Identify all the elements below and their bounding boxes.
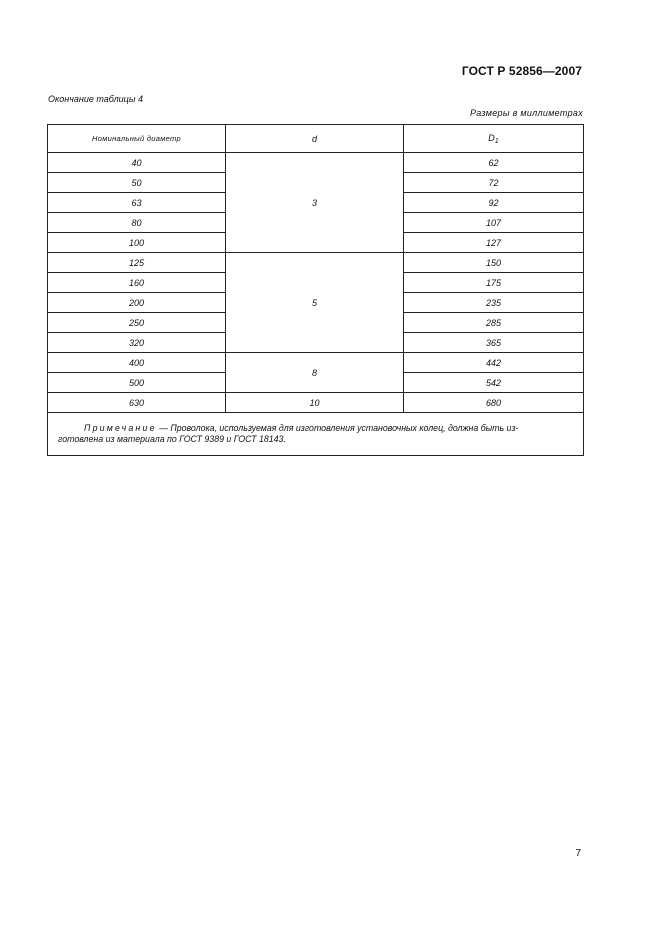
units-label: Размеры в миллиметрах	[469, 108, 583, 118]
nominal-cell: 630	[48, 393, 226, 413]
dimensions-table	[47, 124, 584, 456]
d1-cell: 127	[404, 233, 584, 253]
d1-cell: 92	[404, 193, 584, 213]
d-cell: 8	[226, 353, 404, 393]
table-row	[48, 393, 584, 413]
table-row	[48, 253, 584, 273]
d1-cell: 680	[404, 393, 584, 413]
d-cell: 10	[226, 393, 404, 413]
note-text-line2: готовлена из материала по ГОСТ 9389 и ГОСТ 18143.	[58, 434, 286, 444]
nominal-cell: 40	[48, 153, 226, 173]
d1-cell: 62	[404, 153, 584, 173]
col-header-nominal-diameter: Номинальный диаметр	[48, 125, 226, 153]
d1-cell: 365	[404, 333, 584, 353]
d1-cell: 542	[404, 373, 584, 393]
d1-cell: 72	[404, 173, 584, 193]
nominal-cell: 320	[48, 333, 226, 353]
d1-cell: 175	[404, 273, 584, 293]
standard-id: ГОСТ Р 52856—2007	[461, 64, 582, 78]
d1-cell: 235	[404, 293, 584, 313]
nominal-cell: 125	[48, 253, 226, 273]
nominal-cell: 250	[48, 313, 226, 333]
nominal-cell: 160	[48, 273, 226, 293]
table-row	[48, 153, 584, 173]
d-cell: 5	[226, 253, 404, 353]
table-note-row	[48, 413, 584, 456]
nominal-cell: 400	[48, 353, 226, 373]
nominal-cell: 80	[48, 213, 226, 233]
nominal-cell: 50	[48, 173, 226, 193]
page-number: 7	[575, 848, 581, 859]
nominal-cell: 200	[48, 293, 226, 313]
d1-cell: 442	[404, 353, 584, 373]
note-label: Примечание	[84, 423, 157, 433]
col-header-d1	[404, 125, 584, 153]
col-header-d1-subscript: 1	[494, 137, 499, 145]
d1-cell: 285	[404, 313, 584, 333]
nominal-cell: 500	[48, 373, 226, 393]
note-text-line1: — Проволока, используемая для изготовления установочных колец, должна быть из-	[156, 423, 519, 433]
nominal-cell: 63	[48, 193, 226, 213]
table-continuation-label: Окончание таблицы 4	[48, 94, 143, 104]
table-header-row	[48, 125, 584, 153]
d1-cell: 150	[404, 253, 584, 273]
col-header-d1-base: D	[488, 132, 495, 143]
d-cell: 3	[226, 153, 404, 253]
col-header-d: d	[226, 125, 404, 153]
d1-cell: 107	[404, 213, 584, 233]
table-row	[48, 353, 584, 373]
nominal-cell: 100	[48, 233, 226, 253]
table-note	[48, 413, 584, 456]
